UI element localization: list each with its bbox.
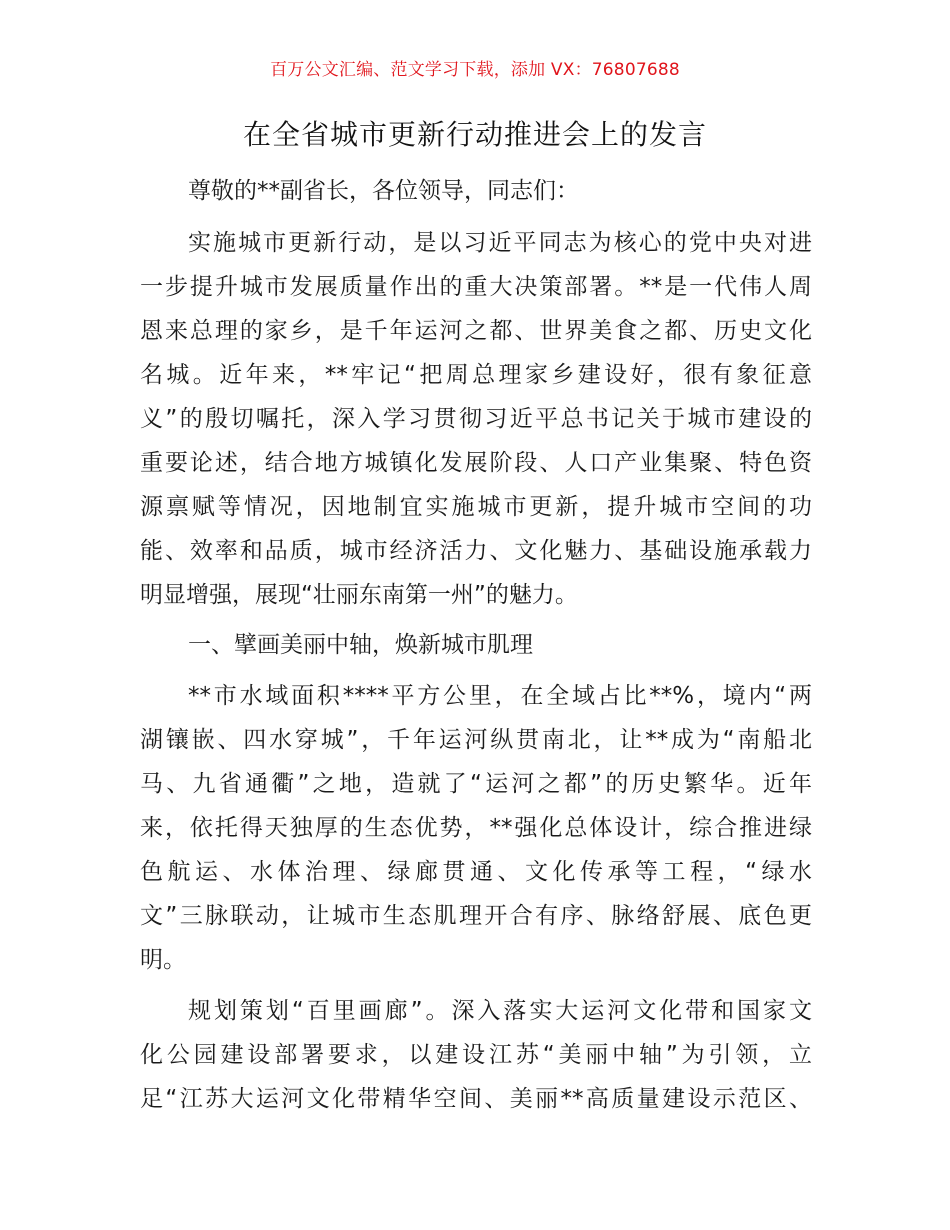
paragraph-2-line-4: 来，依托得天独厚的生态优势，**强化总体设计，综合推进绿 xyxy=(140,815,812,841)
paragraph-2-line-2: 湖镶嵌、四水穿城”，千年运河纵贯南北，让**成为“南船北 xyxy=(140,727,812,753)
paragraph-1-line-7: 源禀赋等情况，因地制宜实施城市更新，提升城市空间的功 xyxy=(140,494,812,520)
section-heading-1: 一、擘画美丽中轴，焕新城市肌理 xyxy=(188,632,533,658)
paragraph-1-line-3: 恩来总理的家乡，是千年运河之都、世界美食之都、历史文化 xyxy=(140,318,812,344)
paragraph-2-line-3: 马、九省通衢”之地，造就了“运河之都”的历史繁华。近年 xyxy=(140,771,812,797)
paragraph-1-line-5: 义”的殷切嘱托，深入学习贯彻习近平总书记关于城市建设的 xyxy=(140,406,812,432)
paragraph-2-line-5: 色航运、水体治理、绿廊贯通、文化传承等工程，“绿水 xyxy=(140,859,812,885)
paragraph-2-line-1: **市水域面积****平方公里，在全域占比**%，境内“两 xyxy=(188,683,812,709)
document-title: 在全省城市更新行动推进会上的发言 xyxy=(242,118,707,151)
paragraph-3-line-2: 化公园建设部署要求，以建设江苏“美丽中轴”为引领，立 xyxy=(140,1042,812,1068)
paragraph-1-line-6: 重要论述，结合地方城镇化发展阶段、人口产业集聚、特色资 xyxy=(140,450,812,476)
paragraph-1-line-1: 实施城市更新行动，是以习近平同志为核心的党中央对进 xyxy=(188,230,812,256)
paragraph-2-line-7: 明。 xyxy=(140,947,186,973)
greeting: 尊敬的**副省长，各位领导，同志们： xyxy=(188,178,579,204)
paragraph-2-line-6: 文”三脉联动，让城市生态肌理开合有序、脉络舒展、底色更 xyxy=(140,903,812,929)
watermark-banner: 百万公文汇编、范文学习下载，添加 VX：76807688 xyxy=(270,60,680,80)
paragraph-3-line-1: 规划策划“百里画廊”。深入落实大运河文化带和国家文 xyxy=(188,998,812,1024)
paragraph-1-line-9: 明显增强，展现“壮丽东南第一州”的魅力。 xyxy=(140,582,578,608)
paragraph-1-line-4: 名城。近年来，**牢记“把周总理家乡建设好，很有象征意 xyxy=(140,362,812,388)
paragraph-3-line-3: 足“江苏大运河文化带精华空间、美丽**高质量建设示范区、 xyxy=(140,1086,812,1112)
paragraph-1-line-8: 能、效率和品质，城市经济活力、文化魅力、基础设施承载力 xyxy=(140,538,812,564)
paragraph-1-line-2: 一步提升城市发展质量作出的重大决策部署。**是一代伟人周 xyxy=(140,274,812,300)
